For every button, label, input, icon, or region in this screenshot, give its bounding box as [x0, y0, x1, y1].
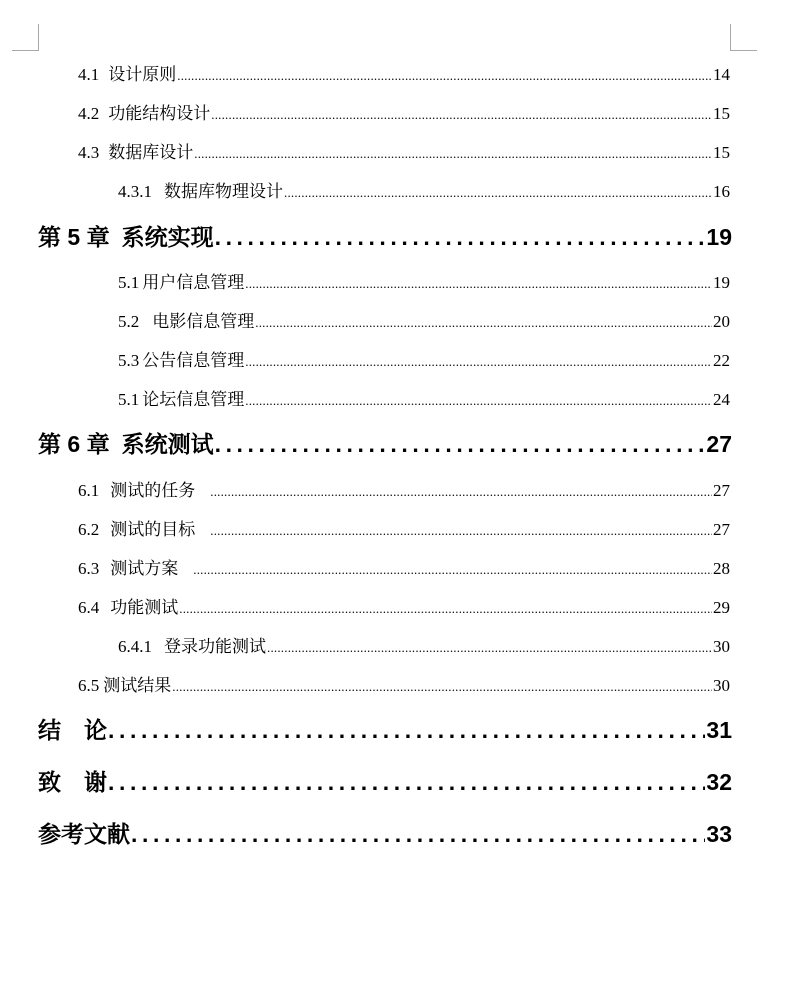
- toc-entry-6-4[interactable]: [78, 593, 730, 617]
- toc-entry-number: 4.1: [78, 65, 100, 84]
- toc-entry-number: 4.3: [78, 143, 100, 162]
- toc-entry-title: 数据库设计: [108, 143, 194, 162]
- toc-entry-title: 测试结果: [103, 676, 172, 695]
- toc-entry-number: 6.4.1: [118, 637, 152, 656]
- toc-entry-page: 29: [713, 598, 730, 617]
- toc-chapter-page: 19: [706, 224, 732, 250]
- toc-entry-title: 设计原则: [108, 65, 177, 84]
- toc-chapter-6[interactable]: [38, 426, 732, 456]
- toc-entry-page: 19: [713, 273, 730, 292]
- toc-entry-6-3[interactable]: [78, 554, 730, 578]
- toc-leader-dots: [211, 107, 712, 123]
- toc-entry-page: 15: [713, 104, 730, 123]
- toc-leader-dots: [179, 601, 712, 617]
- toc-entry-number: 6.3: [78, 559, 100, 578]
- toc-entry-5-2[interactable]: [118, 307, 730, 331]
- toc-entry-page: 27: [713, 520, 730, 539]
- toc-leader-dots: [267, 640, 712, 656]
- toc-entry-title: 功能结构设计: [108, 104, 211, 123]
- toc-leader-dots: [284, 185, 712, 201]
- toc-chapter-title: 致 谢: [38, 769, 107, 795]
- toc-entry-number: 6.2: [78, 520, 100, 539]
- toc-entry-title: 论坛信息管理: [142, 390, 245, 409]
- toc-entry-page: 16: [713, 182, 730, 201]
- toc-acknowledgements[interactable]: [38, 764, 732, 794]
- toc-entry-4-3[interactable]: [78, 138, 730, 162]
- toc-chapter-title: 系统实现: [121, 224, 214, 250]
- toc-leader-dots: [108, 769, 705, 796]
- toc-chapter-page: 32: [706, 769, 732, 795]
- toc-entry-6-4-1[interactable]: [118, 632, 730, 656]
- toc-entry-5-3[interactable]: [118, 346, 730, 370]
- toc-entry-title: 测试的目标: [110, 520, 196, 539]
- toc-conclusion[interactable]: [38, 712, 732, 742]
- toc-entry-page: 27: [713, 481, 730, 500]
- toc-entry-page: 20: [713, 312, 730, 331]
- toc-entry-number: 4.2: [78, 104, 100, 123]
- toc-chapter-title: 结 论: [38, 717, 107, 743]
- toc-leader-dots: [172, 679, 712, 695]
- toc-entry-title: 公告信息管理: [142, 351, 245, 370]
- toc-entry-4-3-1[interactable]: [118, 177, 730, 201]
- toc-chapter-page: 27: [706, 431, 732, 457]
- toc-leader-dots: [215, 224, 706, 251]
- toc-entry-page: 30: [713, 676, 730, 695]
- toc-entry-number: 5.1: [118, 273, 140, 292]
- toc-references[interactable]: [38, 816, 732, 846]
- toc-leader-dots: [210, 523, 712, 539]
- toc-entry-page: 14: [713, 65, 730, 84]
- toc-leader-dots: [245, 354, 712, 370]
- toc-leader-dots: [245, 276, 712, 292]
- toc-entry-page: 22: [713, 351, 730, 370]
- page-corner-mark-right: [730, 24, 757, 51]
- toc-leader-dots: [255, 315, 712, 331]
- toc-entry-title: 用户信息管理: [142, 273, 245, 292]
- toc-leader-dots: [177, 68, 712, 84]
- toc-leader-dots: [108, 717, 705, 744]
- toc-entry-title: 电影信息管理: [152, 312, 255, 331]
- toc-chapter-title: 参考文献: [38, 821, 130, 847]
- toc-entry-number: 6.1: [78, 481, 100, 500]
- toc-leader-dots: [131, 821, 705, 848]
- toc-entry-number: 5.1: [118, 390, 140, 409]
- toc-chapter-5[interactable]: [38, 219, 732, 249]
- toc-entry-title: 测试的任务: [110, 481, 196, 500]
- toc-entry-page: 28: [713, 559, 730, 578]
- toc-entry-4-1[interactable]: [78, 60, 730, 84]
- toc-entry-page: 24: [713, 390, 730, 409]
- toc-entry-page: 30: [713, 637, 730, 656]
- toc-entry-number: 4.3.1: [118, 182, 152, 201]
- toc-leader-dots: [210, 484, 712, 500]
- toc-entry-6-1[interactable]: [78, 476, 730, 500]
- toc-entry-number: 5.3: [118, 351, 140, 370]
- toc-entry-6-2[interactable]: [78, 515, 730, 539]
- toc-chapter-page: 33: [706, 821, 732, 847]
- toc-chapter-page: 31: [706, 717, 732, 743]
- toc-entry-number: 6.5: [78, 676, 100, 695]
- toc-leader-dots: [245, 393, 712, 409]
- toc-entry-title: 数据库物理设计: [164, 182, 283, 201]
- toc-entry-5-4[interactable]: [118, 385, 730, 409]
- toc-entry-5-1[interactable]: [118, 268, 730, 292]
- toc-entry-page: 15: [713, 143, 730, 162]
- toc-leader-dots: [194, 146, 712, 162]
- toc-entry-title: 功能测试: [110, 598, 179, 617]
- toc-entry-6-5[interactable]: [78, 671, 730, 695]
- toc-leader-dots: [215, 431, 706, 458]
- toc-entry-title: 测试方案: [110, 559, 179, 578]
- toc-entry-title: 登录功能测试: [164, 637, 266, 656]
- toc-chapter-number: 第 6 章: [38, 431, 110, 457]
- toc-leader-dots: [193, 562, 712, 578]
- toc-entry-number: 6.4: [78, 598, 100, 617]
- toc-chapter-title: 系统测试: [121, 431, 214, 457]
- toc-entry-4-2[interactable]: [78, 99, 730, 123]
- page-corner-mark-left: [12, 24, 39, 51]
- toc-chapter-number: 第 5 章: [38, 224, 110, 250]
- toc-entry-number: 5.2: [118, 312, 140, 331]
